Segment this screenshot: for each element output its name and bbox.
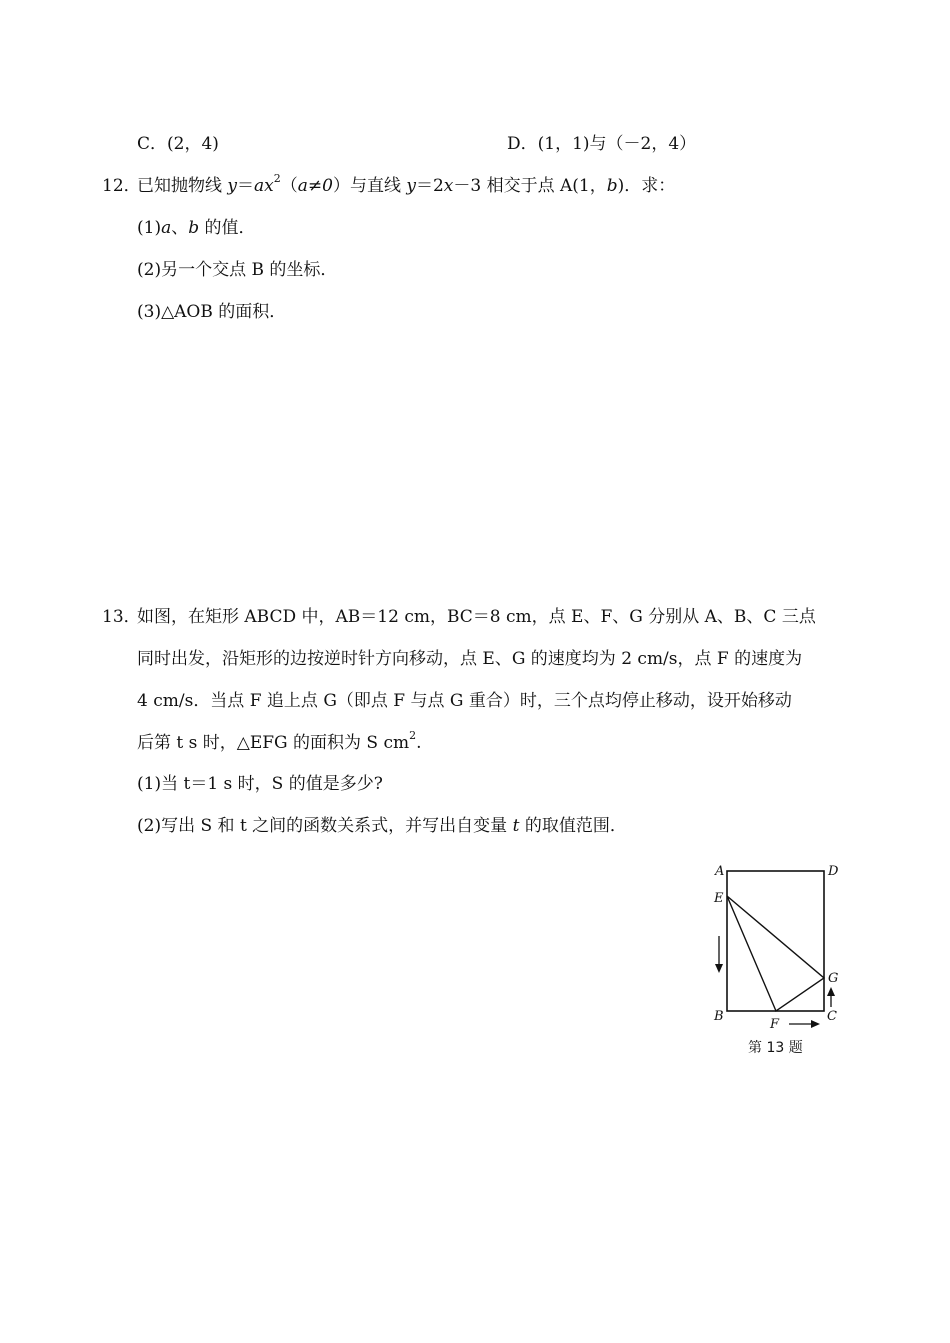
label-a: A <box>715 864 725 879</box>
stem-var-x: x <box>443 176 454 196</box>
arrowhead-right <box>811 1020 820 1028</box>
label-f: F <box>770 1017 780 1032</box>
stem-text: )．求： <box>617 176 676 196</box>
stem-exponent: 2 <box>273 172 281 186</box>
figure-caption: 第 13 题 <box>748 1040 803 1056</box>
stem-var-y: y <box>406 176 416 196</box>
option-d: D．(1，1)与（－2，4） <box>507 134 697 154</box>
question-13-part-2 <box>137 815 627 837</box>
question-12-part-1 <box>137 217 256 239</box>
part-text: (2)写出 S 和 t 之间的函数关系式，并写出自变量 <box>137 816 513 836</box>
question-13-line-2: 同时出发，沿矩形的边按逆时针方向移动，点 E、G 的速度均为 2 cm/s，点 F 的速度为 <box>137 649 803 669</box>
question-12-number: 12． <box>102 176 141 196</box>
unit-exponent: 2 <box>409 729 417 743</box>
question-13-text: 如图，在矩形 ABCD 中，AB＝12 cm，BC＝8 cm，点 E、F、G 分别从 A、B、C 三点 <box>137 607 816 627</box>
question-13-part-1: (1)当 t＝1 s 时，S 的值是多少? <box>137 774 383 794</box>
stem-text: ＝ <box>237 176 255 196</box>
var-t: t <box>512 816 520 836</box>
figure-svg <box>705 860 845 1040</box>
stem-var-b: b <box>606 176 618 196</box>
question-12-part-3: (3)△AOB 的面积． <box>137 302 287 322</box>
part-prefix: (1) <box>137 218 162 238</box>
stem-condition: a≠0 <box>297 176 333 196</box>
var-a: a <box>161 218 172 238</box>
stem-text: （ <box>280 176 298 196</box>
question-13-line-3: 4 cm/s．当点 F 追上点 G（即点 F 与点 G 重合）时，三个点均停止移动，设开始移动 <box>137 691 792 711</box>
question-12-part-2: (2)另一个交点 B 的坐标． <box>137 260 338 280</box>
rectangle-abcd <box>727 871 824 1011</box>
arrowhead-down <box>715 964 723 973</box>
stem-text: ）与直线 <box>332 176 407 196</box>
option-c: C．(2，4) <box>137 134 219 154</box>
stem-var-y: y <box>227 176 238 196</box>
question-13-line-1 <box>102 606 816 628</box>
label-g: G <box>828 971 839 986</box>
question-13-number: 13． <box>102 607 141 627</box>
rectangle-figure <box>705 860 845 1060</box>
question-13-text: 后第 t s 时，△EFG 的面积为 S cm <box>137 733 410 753</box>
question-12-stem <box>102 172 676 197</box>
label-b: B <box>714 1009 724 1024</box>
triangle-efg <box>727 896 824 1011</box>
separator: 、 <box>171 218 189 238</box>
question-13-line-4 <box>137 729 422 754</box>
var-b: b <box>188 218 200 238</box>
question-13-text: . <box>416 733 422 753</box>
arrowhead-up <box>827 987 835 996</box>
part-text: 的值． <box>199 218 256 238</box>
label-c: C <box>827 1009 837 1024</box>
stem-text: ＝2 <box>415 176 444 196</box>
label-e: E <box>714 891 724 906</box>
stem-var-ax: ax <box>254 176 274 196</box>
stem-text: －3 相交于点 A(1， <box>453 176 607 196</box>
stem-text: 已知抛物线 <box>137 176 228 196</box>
label-d: D <box>828 864 839 879</box>
part-text: 的取值范围． <box>519 816 627 836</box>
